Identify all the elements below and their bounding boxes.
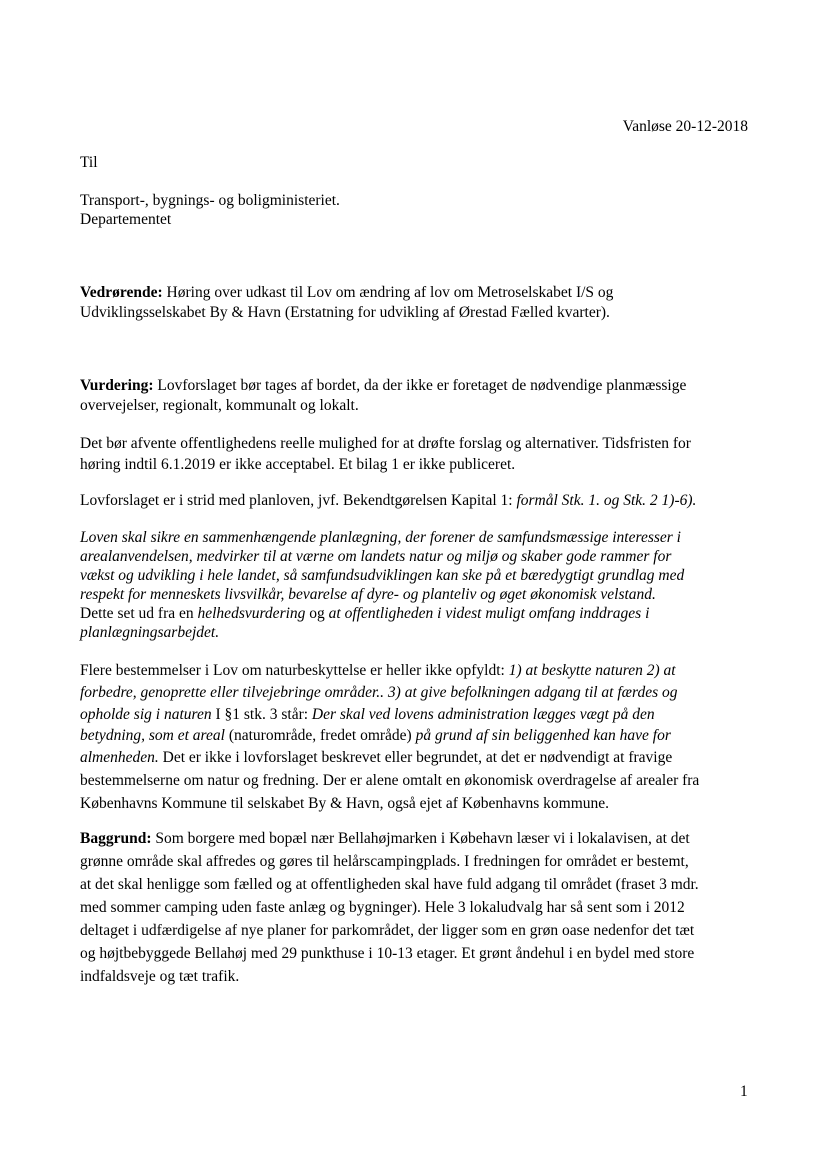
letter-date: Vanløse 20-12-2018 <box>622 118 748 135</box>
background-text-1: Som borgere med bopæl nær Bellahøjmarken i Købehavn læser vi i lokalavisen, at det <box>151 830 690 847</box>
assessment-text-1: Lovforslaget bør tages af bordet, da der ikke er foretaget de nødvendige planmæssige <box>153 377 687 394</box>
assessment-line-1 <box>80 378 686 394</box>
background-line-3: at det skal henligge som fælled og at offentligheden skal have fuld adgang til området (fraset 3 mdr. <box>80 876 699 893</box>
quote-line-5a: Dette set ud fra en <box>80 605 198 622</box>
page-number: 1 <box>740 1083 748 1100</box>
deadline-line-1: Det bør afvente offentlighedens reelle mulighed for at drøfte forslag og alternativer. Tidsfristen for <box>80 435 691 452</box>
assessment-label: Vurdering: <box>80 377 154 394</box>
natur-line-6: bestemmelserne om natur og fredning. Der er alene omtalt en økonomisk overdragelse af arealer fra <box>80 772 700 789</box>
natur-line-5a: almenheden. <box>80 749 159 766</box>
natur-line-4b: (naturområde, fredet område) <box>224 727 416 744</box>
quote-line-5 <box>80 606 649 622</box>
quote-line-3: vækst og udvikling i hele landet, så samfundsudviklingen kan ske på et bæredygtigt grundlag med <box>80 567 685 584</box>
recipient-ministry: Transport-, bygnings- og boligministeriet. <box>80 192 340 209</box>
natur-line-1 <box>80 663 676 679</box>
natur-line-3c: Der skal ved lovens administration lægges vægt på den <box>311 706 655 723</box>
planlov-line <box>80 493 696 509</box>
background-line-4: med sommer camping uden faste anlæg og bygninger). Hele 3 lokaludvalg har så sent som i 2012 <box>80 899 685 916</box>
background-line-5: deltaget i udfærdigelse af nye planer for parkområdet, der ligger som en grøn oase nedenfor det tæt <box>80 922 695 939</box>
natur-line-1b: 1) at beskytte naturen 2) at <box>508 662 676 679</box>
background-label: Baggrund: <box>80 830 152 847</box>
natur-line-3a: opholde sig i naturen <box>80 706 212 723</box>
quote-line-1: Loven skal sikre en sammenhængende planlægning, der forener de samfundsmæssige interesser i <box>80 529 681 546</box>
quote-line-5b: helhedsvurdering <box>197 605 306 622</box>
natur-line-5b: Det er ikke i lovforslaget beskrevet eller begrundet, at det er nødvendigt at fravige <box>158 749 673 766</box>
quote-line-5d: at offentligheden i videst muligt omfang inddrages i <box>328 605 650 622</box>
quote-line-5c: og <box>305 605 329 622</box>
subject-line-2: Udviklingsselskabet By & Havn (Erstatning for udvikling af Ørestad Fælled kvarter). <box>80 304 610 321</box>
planlov-text: Lovforslaget er i strid med planloven, jvf. Bekendtgørelsen Kapital 1: <box>80 492 517 509</box>
background-line-2: grønne område skal affredes og gøres til helårscampingplads. I fredningen for området er bestemt, <box>80 853 689 870</box>
quote-line-4: respekt for menneskets livsvilkår, bevarelse af dyre- og planteliv og øget økonomisk velstand. <box>80 586 656 603</box>
natur-line-5 <box>80 750 672 766</box>
subject-text-1: Høring over udkast til Lov om ændring af lov om Metroselskabet I/S og <box>162 284 614 301</box>
subject-line-1 <box>80 285 613 301</box>
background-line-1 <box>80 831 690 847</box>
natur-line-4 <box>80 728 671 744</box>
natur-line-1a: Flere bestemmelser i Lov om naturbeskyttelse er heller ikke opfyldt: <box>80 662 509 679</box>
natur-line-7: Københavns Kommune til selskabet By & Havn, også ejet af Københavns kommune. <box>80 795 610 812</box>
natur-line-3 <box>80 707 655 723</box>
deadline-line-2: høring indtil 6.1.2019 er ikke acceptabel. Et bilag 1 er ikke publiceret. <box>80 456 516 473</box>
recipient-department: Departementet <box>80 211 172 228</box>
quote-line-2: arealanvendelsen, medvirker til at værne om landets natur og miljø og skaber gode rammer for <box>80 548 672 565</box>
background-line-6: og højtbebyggede Bellahøj med 29 punkthuse i 10-13 etager. Et grønt åndehul i en bydel med store <box>80 945 695 962</box>
quote-line-6: planlægningsarbejdet. <box>80 624 220 641</box>
recipient-to: Til <box>80 154 98 171</box>
background-line-7: indfaldsveje og tæt trafik. <box>80 968 240 985</box>
planlov-italic: formål Stk. 1. og Stk. 2 1)-6). <box>516 492 697 509</box>
natur-line-2: forbedre, genoprette eller tilvejebringe områder.. 3) at give befolkningen adgang til at færdes og <box>80 684 678 701</box>
natur-line-3b: I §1 stk. 3 står: <box>211 706 312 723</box>
subject-label: Vedrørende: <box>80 284 163 301</box>
assessment-line-2: overvejelser, regionalt, kommunalt og lokalt. <box>80 397 359 414</box>
natur-line-4c: på grund af sin beliggenhed kan have for <box>415 727 671 744</box>
natur-line-4a: betydning, som et areal <box>80 727 225 744</box>
